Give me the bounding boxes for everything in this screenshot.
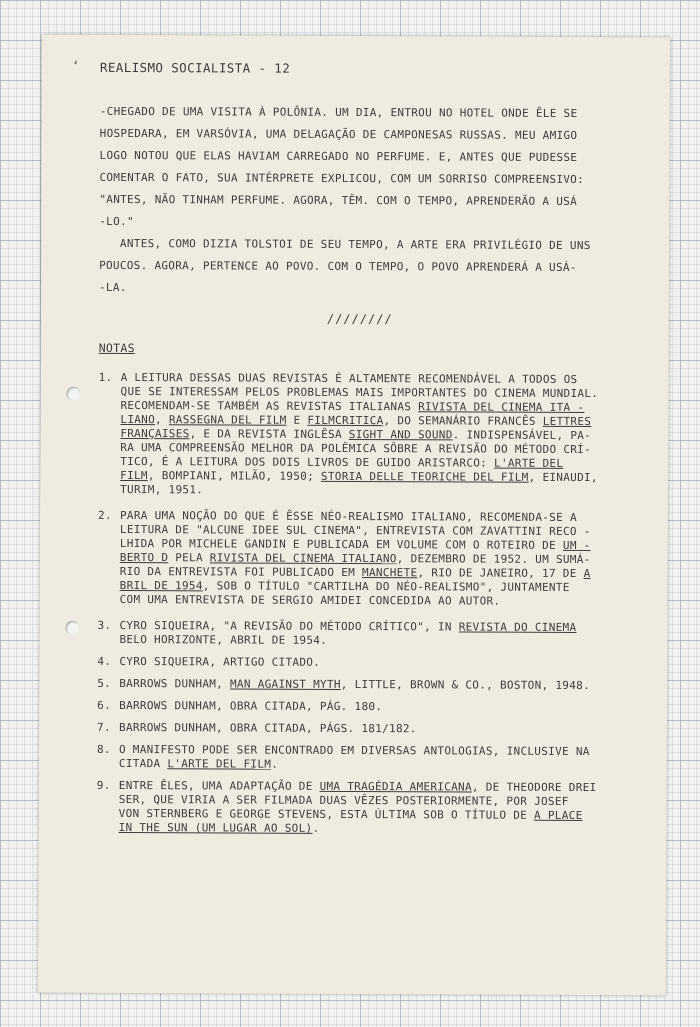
note-number: 8. [96, 742, 111, 756]
note-text: . [271, 757, 279, 771]
note-line: BELO HORIZONTE, ABRIL DE 1954. [119, 632, 328, 647]
note-text: ENTRE ÊLES, UMA ADAPTAÇÃO DE [118, 778, 320, 793]
page-title: REALISMO SOCIALISTA - 12 [99, 59, 291, 76]
note-line: BARROWS DUNHAM, OBRA CITADA, PÁGS. 181/182. [119, 720, 417, 736]
title-underlined: L'ARTE DEL [494, 456, 564, 470]
punch-hole-lower [65, 621, 79, 635]
note-line: PARA UMA NOÇÃO DO QUE É ÊSSE NÉO-REALISMO ITALIANO, RECOMENDA-SE A [119, 508, 577, 524]
note-line: A LEITURA DESSAS DUAS REVISTAS É ALTAMENTE RECOMENDÁVEL A TODOS OS [120, 370, 578, 386]
title-underlined: FILMCRITICA [307, 413, 384, 428]
note-line: RA UMA COMPREENSÃO MELHOR DA POLÊMICA SÔBRE A REVISÃO DO MÉTODO CRÍ- [120, 440, 592, 457]
body-line: POUCOS. AGORA, PERTENCE AO POVO. COM O TEMPO, O POVO APRENDERÁ A USÁ- [99, 258, 577, 274]
title-underlined: REVISTA DO CINEMA [458, 620, 577, 634]
note-text: , DO SEMANÁRIO FRANCÊS [383, 414, 543, 428]
note-text: , DE THEODORE DREI [471, 780, 597, 795]
title-underlined: UMA TRAGÉDIA AMERICANA [319, 779, 472, 794]
title-underlined: BERTO D [119, 550, 169, 565]
body-line: COMENTAR O FATO, SUA INTÉRPRETE EXPLICOU, COM UM SORRISO COMPREENSIVO: [99, 170, 585, 187]
note-number: 9. [96, 778, 111, 792]
note-line: CYRO SIQUEIRA, ARTIGO CITADO. [119, 654, 321, 669]
title-underlined: MAN AGAINST MYTH [229, 677, 341, 691]
note-text: BARROWS DUNHAM, [119, 676, 231, 691]
note-line: COM UMA ENTREVISTA DE SERGIO AMIDEI CONCEDIDA AO AUTOR. [119, 592, 501, 608]
section-separator: //////// [326, 311, 393, 327]
title-underlined: IN THE SUN (UM LUGAR AO SOL) [118, 820, 313, 835]
note-line [119, 821, 320, 836]
title-underlined: FRANÇAISES [120, 426, 190, 441]
title-underlined: BRIL DE 1954 [119, 578, 203, 593]
title-underlined: LIANO [120, 412, 156, 427]
note-number: 6. [97, 698, 112, 712]
title-underlined: LETTRES [542, 414, 592, 429]
note-text: , SOB O TÍTULO "CARTILHA DO NÉO-REALISMO", JUNTAMENTE [202, 579, 570, 594]
corner-mark: ‘ [71, 58, 80, 73]
note-number: 4. [97, 654, 112, 668]
note-number: 2. [97, 508, 112, 522]
body-line: "ANTES, NÃO TINHAM PERFUME. AGORA, TÊM. COM O TEMPO, APRENDERÃO A USÁ [99, 192, 578, 208]
note-text: , [155, 413, 169, 427]
note-line: QUE SE INTERESSAM PELOS PROBLEMAS MAIS IMPORTANTES DO CINEMA MUNDIAL. [120, 384, 599, 401]
title-underlined: MANCHETE [362, 566, 418, 580]
note-text: , EINAUDI, [528, 470, 598, 485]
note-number: 5. [97, 676, 112, 690]
note-line: O MANIFESTO PODE SER ENCONTRADO EM DIVERSAS ANTOLOGIAS, INCLUSIVE NA [118, 742, 590, 759]
note-line [119, 757, 278, 772]
note-line: LEITURA DE "ALCUNE IDEE SUL CINEMA", ENTREVISTA COM ZAVATTINI RECO - [119, 522, 591, 539]
title-underlined: RIVISTA DEL CINEMA ITALIANO [209, 551, 397, 566]
title-underlined: RASSEGNA DEL FILM [168, 413, 287, 427]
note-text: . INDISPENSÁVEL, PA- [452, 428, 592, 443]
title-underlined: UM - [562, 538, 591, 553]
title-underlined: A PLACE [534, 808, 583, 822]
note-text: , RIO DE JANEIRO, 17 DE [417, 566, 584, 581]
notes-heading: NOTAS [98, 340, 135, 356]
note-text: CYRO SIQUEIRA, "A REVISÃO DO MÉTODO CRÍTICO", IN [119, 618, 459, 634]
note-text: RIO DA ENTREVISTA FOI PUBLICADO EM [119, 564, 363, 580]
note-text: E [286, 413, 308, 427]
body-line: -CHEGADO DE UMA VISITA À POLÔNIA. UM DIA, ENTROU NO HOTEL ONDE ÊLE SE [99, 104, 578, 120]
punch-hole-upper [66, 387, 80, 401]
typewritten-page [38, 35, 670, 996]
title-underlined: SIGHT AND SOUND [348, 427, 453, 442]
note-text: LHIDA POR MICHELE GANDIN E PUBLICADA EM VOLUME COM O ROTEIRO DE [119, 536, 563, 552]
note-text: PELA [168, 551, 210, 565]
note-number: 7. [97, 720, 111, 734]
body-line: LOGO NOTOU QUE ELAS HAVIAM CARREGADO NO PERFUME. E, ANTES QUE PUDESSE [99, 148, 578, 164]
title-underlined: A [583, 567, 591, 581]
note-text: , DEZEMBRO DE 1952. UM SUMÁ- [396, 552, 591, 567]
note-line: SER, QUE VIRIA A SER FILMADA DUAS VÊZES POSTERIORMENTE, POR JOSEF [118, 792, 569, 808]
note-line: TURIM, 1951. [120, 482, 204, 497]
note-text: , LITTLE, BROWN & CO., BOSTON, 1948. [340, 677, 591, 693]
note-line: BARROWS DUNHAM, OBRA CITADA, PÁG. 180. [119, 698, 383, 714]
body-line: ANTES, COMO DIZIA TOLSTOI DE SEU TEMPO, A ARTE ERA PRIVILÉGIO DE UNS [99, 236, 591, 253]
note-number: 1. [98, 370, 113, 384]
body-line: -LO." [99, 214, 134, 229]
note-text: , E DA REVISTA INGLÊSA [189, 427, 349, 441]
note-text: . [312, 821, 320, 835]
note-text: TICO, É A LEITURA DOS DOIS LIVROS DE GUIDO ARISTARCO: [120, 454, 495, 470]
body-line: -LA. [98, 280, 127, 295]
body-line: HOSPEDARA, EM VARSÓVIA, UMA DELAGAÇÃO DE CAMPONESAS RUSSAS. MEU AMIGO [99, 126, 578, 142]
note-text: CITADA [118, 756, 168, 771]
note-line [119, 677, 590, 693]
note-text: RECOMENDAM-SE TAMBÉM AS REVISTAS ITALIANAS [120, 398, 419, 414]
note-number: 3. [97, 618, 112, 632]
note-text: , BOMPIANI, MILÃO, 1950; [147, 469, 321, 483]
title-underlined: FILM [120, 468, 148, 483]
title-underlined: RIVISTA DEL CINEMA ITA - [418, 400, 585, 415]
title-underlined: L'ARTE DEL FILM [167, 757, 272, 771]
title-underlined: STORIA DELLE TEORICHE DEL FILM [320, 469, 529, 484]
note-text: VON STERNBERG E GEORGE STEVENS, ESTA ÚLTIMA SOB O TÍTULO DE [118, 806, 535, 822]
